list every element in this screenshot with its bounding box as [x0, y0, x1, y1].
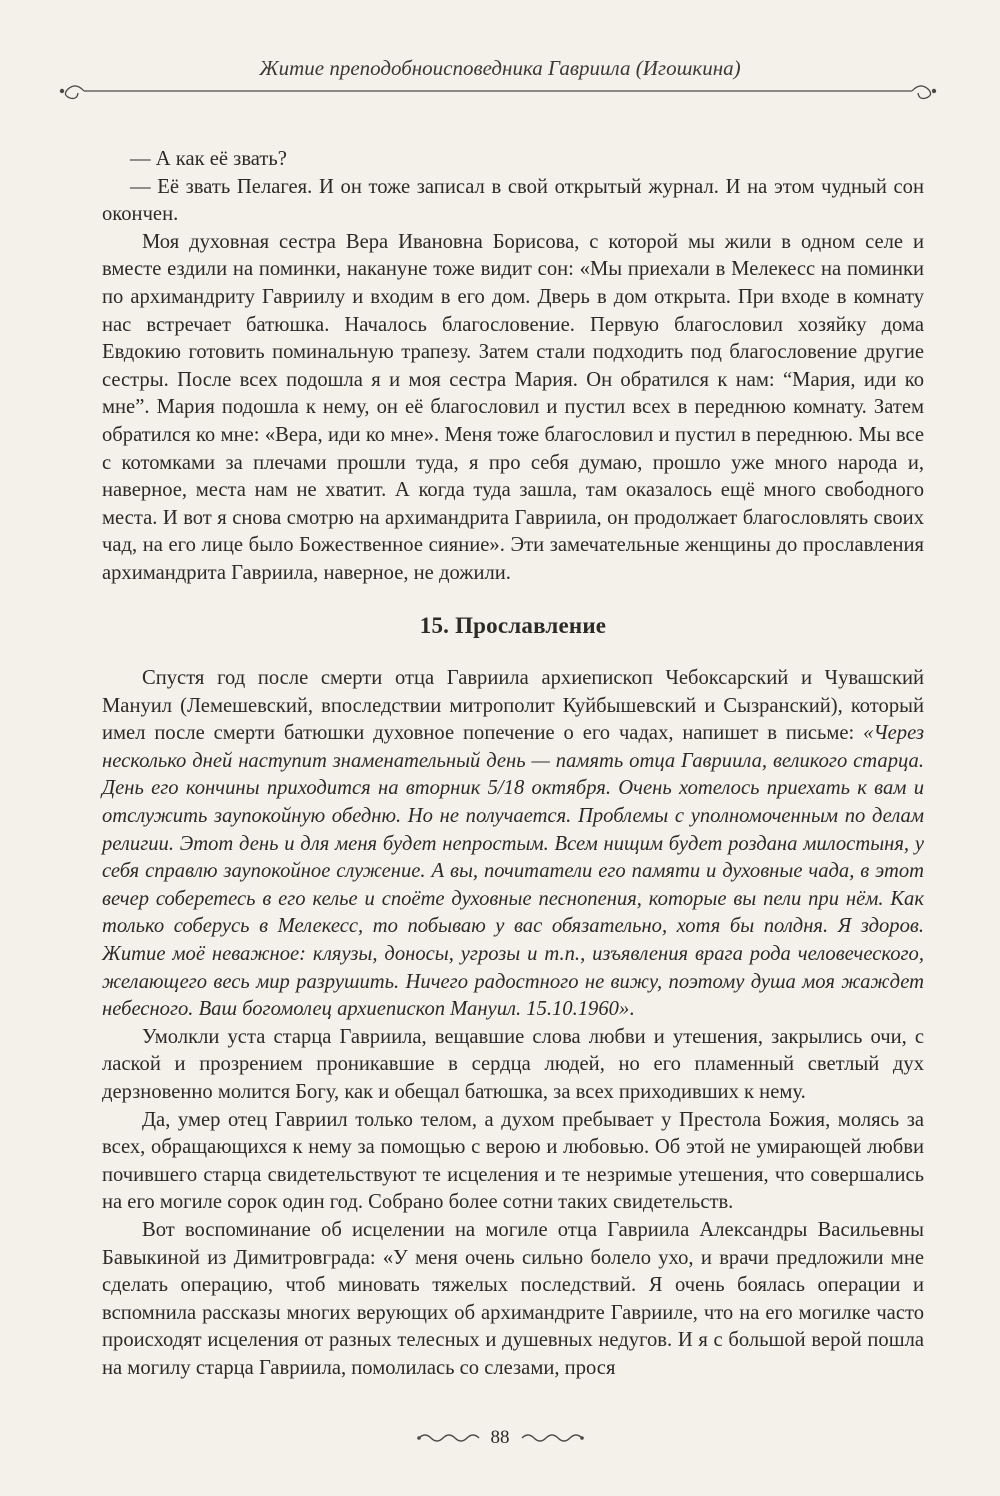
section-heading: 15. Прославление: [419, 612, 607, 638]
body-text: [102, 146, 924, 1383]
letter-intro: Спустя год после смерти отца Гавриила архиепископ Чебоксарский и Чувашский Мануил (Лемешевский, впоследствии митрополит Куйбышевский и Сызранский), который имел после смерти батюшки духовное попечение о его чадах, напишет в письме:: [102, 667, 924, 745]
dialogue-line-1: — А как её звать?: [130, 148, 287, 170]
running-head: Житие преподобноисповедника Гавриила (Игошкина): [259, 56, 741, 80]
paragraph-dream: Моя духовная сестра Вера Ивановна Борисова, с которой мы жили в одном селе и вместе ездили на поминки, накануне тоже видит сон: «Мы приехали в Мелекесс на поминки по архимандриту Гавриилу и входим в его дом. Дверь в дом открыта. При входе в комнату нас встречает батюшка. Началось благословение. Первую благословил хозяйку дома Евдокию готовить поминальную трапезу. Затем стали подходить под благословение другие сестры. После всех подошла я и моя сестра Мария. Он обратился к нам: “Мария, иди ко мне”. Мария подошла к нему, он её благословил и пустил всех в переднюю комнату. Затем обратился ко мне: «Вера, иди ко мне». Меня тоже благословил и пустил в переднюю. Мы все с котомками за плечами прошли туда, я про себя думаю, прошло уже много народа и, наверное, места нам не хватит. А когда туда зашла, там оказалось ещё много свободного места. И вот я снова смотрю на архимандрита Гавриила, он продолжает благословлять своих чад, на его лице было Божественное сияние». Эти замечательные женщины до прославления архимандрита Гавриила, наверное, не дожили.: [102, 230, 924, 584]
footer-ornament-right: [520, 1430, 584, 1446]
dialogue-line-2: — Её звать Пелагея. И он тоже записал в свой открытый журнал. И на этом чудный сон окончен.: [102, 175, 924, 226]
footer-ornament-left: [417, 1430, 481, 1446]
paragraph-memoir: Вот воспоминание об исцелении на могиле отца Гавриила Александры Васильевны Бавыкиной из Димитровграда: «У меня очень сильно болело ухо, и врачи предложили мне сделать операцию, чтоб миновать тяжелых последствий. Я очень боялась операции и вспомнила рассказы многих верующих об архимандрите Гаврииле, что на его могилке часто происходят исцеления от разных телесных и душевных недугов. И я с большой верой пошла на могилу старца Гавриила, помолилась со слезами, прося: [102, 1218, 924, 1379]
paragraph-letter: [102, 665, 924, 1024]
letter-end: .: [629, 998, 635, 1021]
page-footer: [0, 1427, 1000, 1457]
page-number: 88: [490, 1427, 510, 1448]
paragraph-silence: Умолкли уста старца Гавриила, вещавшие слова любви и утешения, закрылись очи, с лаской и прозрением проникавшие в сердца людей, но его пламенный светлый дух дерзновенно молится Богу, как и обещал батюшка, за всех приходивших к нему.: [102, 1025, 924, 1103]
header-ornament-rule: [58, 78, 938, 104]
paragraph-healings: Да, умер отец Гавриил только телом, а духом пребывает у Престола Божия, молясь за всех, обращающихся к нему за помощью с верою и любовью. Об этой не умирающей любви почившего старца свидетельствуют те исцеления и те незримые утешения, что совершались на его могиле сорок один год. Собрано более сотни таких свидетельств.: [102, 1108, 924, 1214]
letter-quote: «Через несколько дней наступит знаменательный день — память отца Гавриила, великого старца. День его кончины приходится на вторник 5/18 октября. Очень хотелось приехать к вам и отслужить заупокойную обедню. Но не получается. Проблемы с уполномоченным по делам религии. Этот день и для меня будет непростым. Всем нищим будет роздана милостыня, у себя справлю заупокойное служение. А вы, почитатели его памяти и духовные чада, в этот вечер соберетесь в его келье и споёте духовные песнопения, которые вы пели при нём. Как только соберусь в Мелекесс, то побываю у вас обязательно, хотя бы полдня. Я здоров. Житие моё неважное: кляузы, доносы, угрозы и т.п., изъявления врага рода человеческого, желающего весь мир разрушить. Ничего радостного не вижу, поэтому душа моя жаждет небесного. Ваш богомолец архиепископ Мануил. 15.10.1960»: [102, 722, 924, 1021]
